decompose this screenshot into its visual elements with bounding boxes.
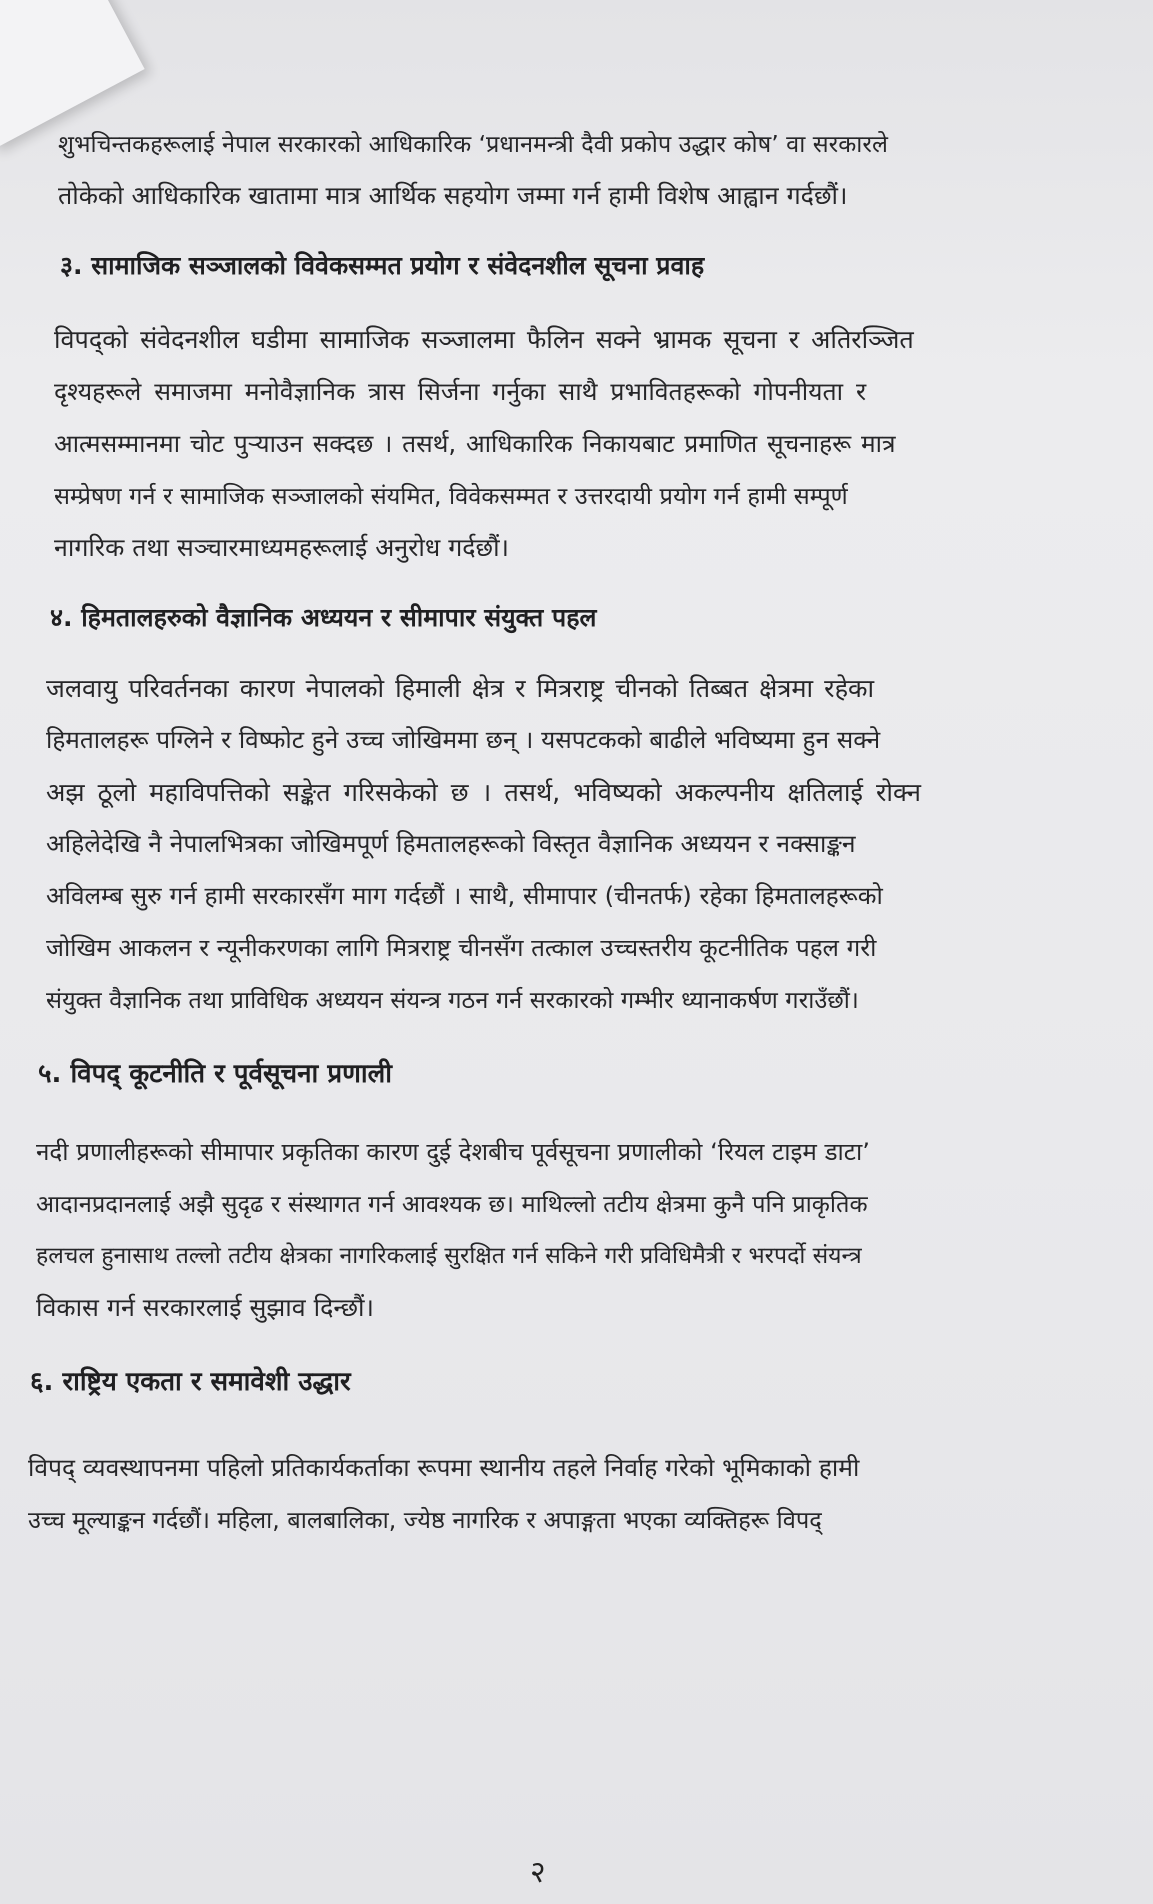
paragraph-line: सम्प्रेषण गर्न र सामाजिक सञ्जालको संयमित, विवेकसम्मत र उत्तरदायी प्रयोग गर्न हामी सम्पूर्ण [54,482,848,510]
paragraph-line: अझ ठूलो महाविपत्तिको सङ्केत गरिसकेको छ । तसर्थ, भविष्यको अकल्पनीय क्षतिलाई रोक्न [46,777,921,807]
section-3-paragraph [54,314,1140,574]
paragraph-line: दृश्यहरूले समाजमा मनोवैज्ञानिक त्रास सिर्जना गर्नुका साथै प्रभावितहरूको गोपनीयता र [54,377,867,406]
paragraph-line: हलचल हुनासाथ तल्लो तटीय क्षेत्रका नागरिकलाई सुरक्षित गर्न सकिने गरी प्रविधिमैत्री र भरपर्दो संयन्त्र [36,1243,862,1269]
paragraph-line: आदानप्रदानलाई अझै सुदृढ र संस्थागत गर्न आवश्यक छ। माथिल्लो तटीय क्षेत्रमा कुनै पनि प्राकृतिक [36,1190,868,1218]
paragraph-line: आत्मसम्मानमा चोट पुऱ्याउन सक्दछ । तसर्थ, आधिकारिक निकायबाट प्रमाणित सूचनाहरू मात्र [54,429,896,458]
paragraph-line: विकास गर्न सरकारलाई सुझाव दिन्छौं। [36,1293,374,1322]
paragraph-line: तोकेको आधिकारिक खातामा मात्र आर्थिक सहयोग जम्मा गर्न हामी विशेष आह्वान गर्दछौं। [58,181,848,210]
paragraph-line: जोखिम आकलन र न्यूनीकरणका लागि मित्रराष्ट्र चीनसँग तत्काल उच्चस्तरीय कूटनीतिक पहल गरी [46,934,877,962]
section-4-paragraph [46,662,1140,1026]
document-body [30,118,1140,1546]
paragraph-line: जलवायु परिवर्तनका कारण नेपालको हिमाली क्षेत्र र मित्रराष्ट्र चीनको तिब्बत क्षेत्रमा रहेका [46,673,875,703]
paragraph-line: अहिलेदेखि नै नेपालभित्रका जोखिमपूर्ण हिमतालहरूको विस्तृत वैज्ञानिक अध्ययन र नक्साङ्कन [46,829,856,858]
section-5-heading: ५. विपद् कूटनीति र पूर्वसूचना प्रणाली [38,1059,393,1089]
page-number: २ [530,1855,546,1890]
paragraph-line: उच्च मूल्याङ्कन गर्दछौं। महिला, बालबालिका, ज्येष्ठ नागरिक र अपाङ्गता भएका व्यक्तिहरू विपद् [28,1506,822,1534]
paragraph-line: संयुक्त वैज्ञानिक तथा प्राविधिक अध्ययन संयन्त्र गठन गर्न सरकारको गम्भीर ध्यानाकर्षण गराउँछौं। [46,986,859,1014]
section-3-heading: ३. सामाजिक सञ्जालको विवेकसम्मत प्रयोग र संवेदनशील सूचना प्रवाह [60,251,705,280]
paragraph-line: हिमतालहरू पग्लिने र विष्फोट हुने उच्च जोखिममा छन् । यसपटकको बाढीले भविष्यमा हुन सक्ने [46,725,881,754]
section-6-paragraph [28,1442,1140,1546]
paragraph-line: विपद् व्यवस्थापनमा पहिलो प्रतिकार्यकर्ताका रूपमा स्थानीय तहले निर्वाह गरेको भूमिकाको हामी [28,1453,860,1482]
paragraph-line: नागरिक तथा सञ्चारमाध्यमहरूलाई अनुरोध गर्दछौं। [54,533,510,562]
paragraph-line: नदी प्रणालीहरूको सीमापार प्रकृतिका कारण दुई देशबीच पूर्वसूचना प्रणालीको ‘रियल टाइम डाटा’ [36,1138,870,1166]
paragraph-line: शुभचिन्तकहरूलाई नेपाल सरकारको आधिकारिक ‘प्रधानमन्त्री दैवी प्रकोप उद्धार कोष’ वा सरकारले [58,130,888,158]
section-4-heading: ४. हिमतालहरुको वैज्ञानिक अध्ययन र सीमापार संयुक्त पहल [50,603,597,632]
intro-paragraph [58,118,1140,222]
paragraph-line: अविलम्ब सुरु गर्न हामी सरकारसँग माग गर्दछौं । साथै, सीमापार (चीनतर्फ) रहेका हिमतालहरूको [46,881,883,910]
paragraph-line: विपद्को संवेदनशील घडीमा सामाजिक सञ्जालमा फैलिन सक्ने भ्रामक सूचना र अतिरञ्जित [54,325,914,354]
section-6-heading: ६. राष्ट्रिय एकता र समावेशी उद्धार [30,1367,351,1397]
section-5-paragraph [36,1126,1140,1334]
